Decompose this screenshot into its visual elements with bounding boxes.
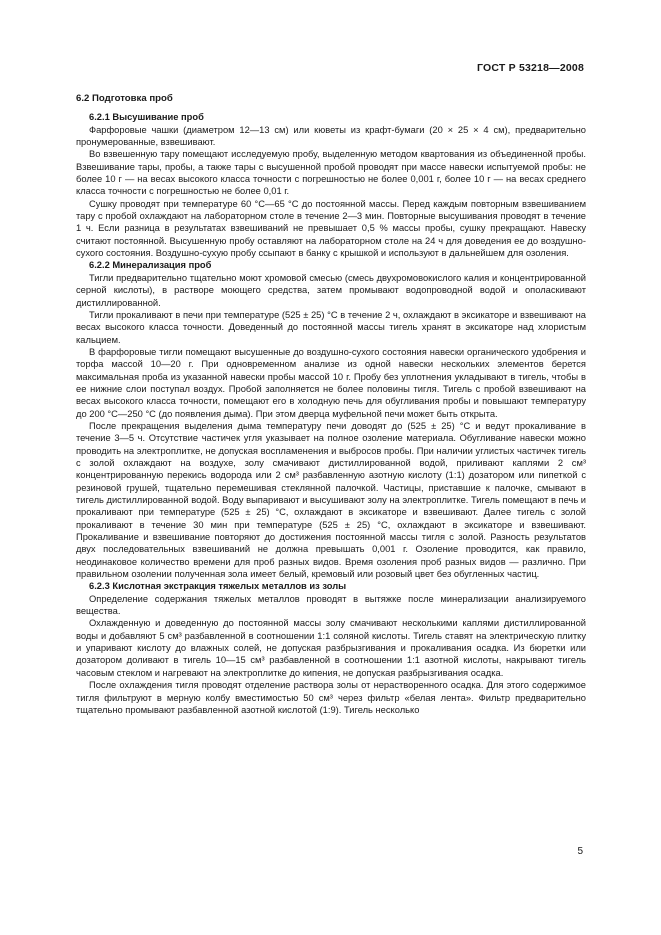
page-content: [76, 93, 586, 716]
paragraph: Определение содержания тяжелых металлов проводят в вытяжке после минерализации анализируемого вещества.: [76, 593, 586, 617]
paragraph: Тигли прокаливают в печи при температуре (525 ± 25) °С в течение 2 ч, охлаждают в эксикаторе и взвешивают на весах высокого класса точности. Доведенный до постоянной массы тигель хранят в эксикаторе над хлористым кальцием.: [76, 309, 586, 345]
section-title: 6.2 Подготовка проб: [76, 93, 173, 104]
subsection-title-mineralization: 6.2.2 Минерализация проб: [89, 260, 212, 271]
subsection-title-extraction: 6.2.3 Кислотная экстракция тяжелых металлов из золы: [89, 581, 347, 592]
paragraph: После охлаждения тигля проводят отделение раствора золы от нерастворенного осадка. Для этого содержимое тигля фильтруют в мерную колбу вместимостью 50 см³ через фильтр «белая лента». Фильтр предварительно тщательно промывают разбавленной азотной кислотой (1:9). Тигель несколько: [76, 680, 586, 715]
paragraph: В фарфоровые тигли помещают высушенные до воздушно-сухого состояния навески органического удобрения и торфа массой 10—20 г. При одновременном анализе из одной навески нескольких элементов берется максимальная проба из указанной навески пробы массой 10 г. Пробу без уплотнения укладывают в тигель, чтобы в ее нижние слои поступал воздух. Пробой заполняется не более половины тигля. Тигель с пробой взвешивают на весах высокого класса точности, помещают его в холодную печь для обугливания пробы и повышают температуру до 200 °С—250 °С (до появления дыма). При этом дверца муфельной печи может быть открыта.: [76, 346, 586, 419]
subsection-title-drying: 6.2.1 Высушивание проб: [89, 112, 204, 123]
page-number: 5: [577, 846, 583, 857]
paragraph: Во взвешенную тару помещают исследуемую пробу, выделенную методом квартования из объединенной пробы. Взвешивание тары, пробы, а также тары с высушенной пробой проводят при массе навески испытуемой пробы: не более 10 г — на весах высокого класса точности с погрешностью не более 0,001 г, более 10 г — на весах среднего класса точности с погрешностью не более 0,01 г.: [76, 149, 586, 197]
paragraph: Охлажденную и доведенную до постоянной массы золу смачивают несколькими каплями дистиллированной воды и добавляют 5 см³ разбавленной в соотношении 1:1 соляной кислоты. Тигель ставят на электрическую плитку и упаривают кислоту до влажных солей, не допуская разбрызгивания и прокаливания осадка. Из бюретки или дозатором доливают в тигель 10—15 см³ разбавленной в соотношении 1:1 азотной кислоты, накрывают тигель часовым стеклом и нагревают на электроплитке до кипения, не допуская разбрызгивания осадка.: [76, 618, 586, 678]
paragraph: Тигли предварительно тщательно моют хромовой смесью (смесь двухромовокислого калия и концентрированной серной кислоты), в растворе моющего средства, затем промывают водопроводной водой и ополаскивают дистиллированной.: [76, 272, 586, 308]
standard-number: ГОСТ Р 53218—2008: [476, 62, 584, 74]
paragraph: После прекращения выделения дыма температуру печи доводят до (525 ± 25) °С и ведут прокаливание в течение 3—5 ч. Отсутствие частичек угля указывает на полное озоление материала. Обугливание навески можно проводить на электроплитке, не допуская воспламенения и выбросов пробы. При наличии углистых частичек тигель с золой охлаждают на воздухе, золу смачивают дистиллированной водой, приливают каплями 2 см³ концентрированную перекись водорода или 2 см³ разбавленную азотную кислоту (1:1) дозатором или пипеткой с резиновой грушей, тщательно перемешивая стеклянной палочкой. Частицы, приставшие к палочке, смывают в тигель дистиллированной водой. Воду выпаривают и высушивают золу на электроплитке. Тигель помещают в печь и прокаливают при температуре (525 ± 25) °С, охлаждают в эксикаторе и взвешивают. Далее тигель с золой прокаливают в течение 30 мин при температуре (525 ± 25) °С, охлаждают в эксикаторе и взвешивают. Прокаливание и взвешивание повторяют до достижения постоянной массы тигля с золой. Разность результатов двух последовательных взвешиваний не должна превышать 0,001 г. Озоление проводится, как правило, неодинаковое количество времени для проб разных видов. Время озоления проб разных видов — различно. При правильном озолении полученная зола имеет белый, кремовый или розовый цвет без обугленных частиц.: [76, 420, 587, 580]
paragraph: Сушку проводят при температуре 60 °С—65 °С до постоянной массы. Перед каждым повторным взвешиванием тару с пробой охлаждают на лабораторном столе в течение 2—3 мин. Повторные высушивания проводят в течение 1 ч. Если разница в результатах взвешиваний не превышает 0,5 % массы пробы, сушку прекращают. Навеску считают постоянной. Высушенную пробу оставляют на лабораторном столе на 24 ч для доведения ее до воздушно-сухого состояния. Воздушно-сухую пробу ссыпают в банку с крышкой и используют в дальнейшем для озоления.: [76, 198, 586, 259]
paragraph: Фарфоровые чашки (диаметром 12—13 см) или кюветы из крафт-бумаги (20 × 25 × 4 см), предварительно пронумерованные, взвешивают.: [76, 124, 586, 148]
